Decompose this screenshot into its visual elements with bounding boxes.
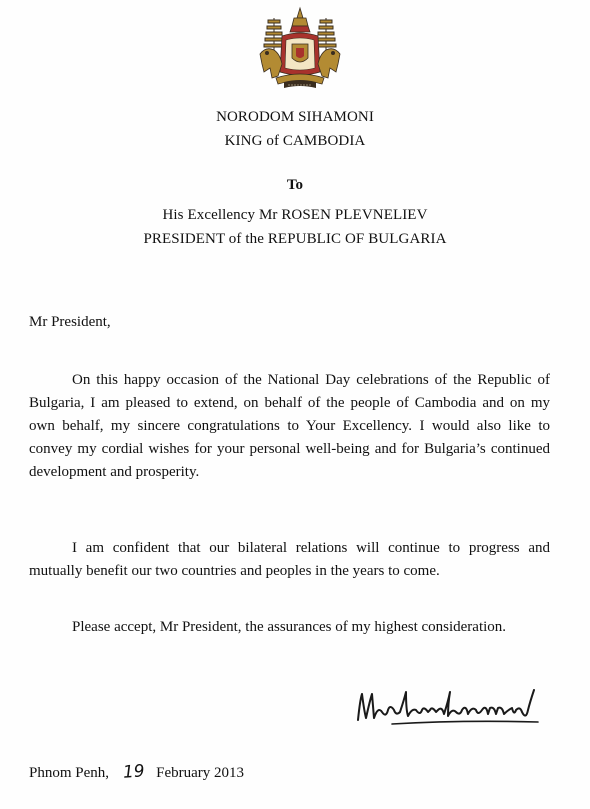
paragraph-relations: [29, 537, 550, 583]
handwritten-signature: [352, 680, 544, 730]
paragraph-line: development and prosperity.: [29, 464, 200, 480]
paragraph-line: Please accept, Mr President, the assurances of my highest consideration.: [72, 619, 507, 635]
royal-arms-of-cambodia-icon: [256, 6, 344, 92]
place: Phnom Penh,: [29, 765, 110, 781]
sender-name: NORODOM SIHAMONI: [216, 109, 374, 125]
salutation: Mr President,: [29, 314, 111, 330]
paragraph-line: I am confident that our bilateral relations will continue to progress and: [72, 540, 550, 556]
paragraph-line: mutually benefit our two countries and peoples in the years to come.: [29, 563, 440, 579]
paragraph-closing: [29, 616, 550, 639]
handwritten-day: 19: [122, 761, 146, 783]
paragraph-line: Bulgaria, I am pleased to extend, on behalf of the people of Cambodia and on my: [29, 395, 550, 411]
recipient-role: PRESIDENT of the REPUBLIC OF BULGARIA: [143, 231, 447, 247]
paragraph-line: On this happy occasion of the National Day celebrations of the Republic of: [72, 372, 550, 388]
sender-title: KING of CAMBODIA: [224, 133, 366, 149]
to-label: To: [286, 177, 304, 193]
paragraph-line: own behalf, my sincere congratulations to Your Excellency. I would also like to: [29, 418, 550, 434]
paragraph-greetings: [29, 369, 550, 484]
paragraph-line: convey my cordial wishes for your personal well-being and for Bulgaria’s continued: [29, 441, 550, 457]
closing-dateline: [29, 762, 244, 783]
month-year: February 2013: [156, 765, 245, 781]
recipient-name: His Excellency Mr ROSEN PLEVNELIEV: [162, 207, 428, 223]
